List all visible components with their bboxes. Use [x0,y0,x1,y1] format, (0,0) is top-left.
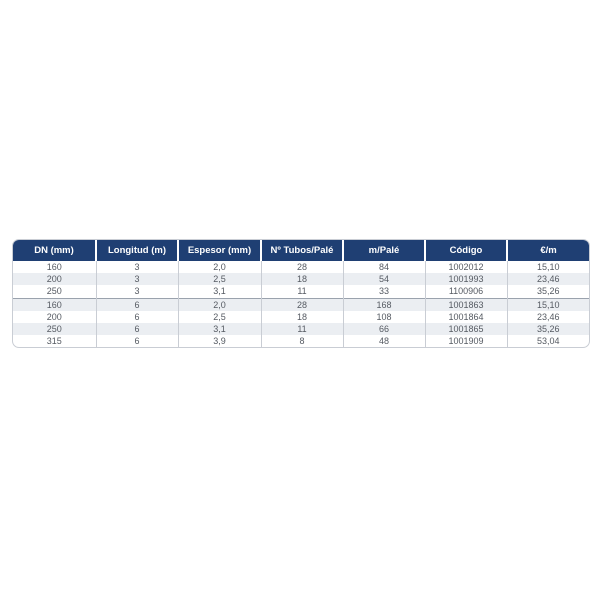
cell-espesor: 2,5 [178,311,261,323]
cell-codigo: 1001863 [425,298,507,311]
cell-dn: 160 [46,262,62,273]
cell-price: 15,10 [507,261,589,273]
cell-espesor: 2,5 [178,273,261,285]
header-tubos-pale: Nº Tubos/Palé [261,240,343,261]
table-row [13,323,589,335]
cell-codigo: 1100906 [425,285,507,298]
table-row [13,298,589,311]
product-table [13,240,589,347]
cell-dn: 315 [46,336,62,347]
cell-m-pale: 108 [343,311,425,323]
cell-price: 35,26 [507,285,589,298]
cell-longitud: 6 [96,298,178,311]
cell-m-pale: 54 [343,273,425,285]
cell-tubos-pale: 8 [261,335,343,347]
cell-m-pale: 33 [343,285,425,298]
cell-price: 53,04 [507,335,589,347]
cell-m-pale: 84 [343,261,425,273]
cell-espesor: 3,1 [178,285,261,298]
header-m-pale: m/Palé [343,240,425,261]
cell-m-pale: 66 [343,323,425,335]
cell-codigo: 1002012 [425,261,507,273]
cell-espesor: 2,0 [178,261,261,273]
cell-longitud: 6 [96,323,178,335]
cell-price: 23,46 [507,273,589,285]
table-row [13,273,589,285]
cell-dn: 160 [13,298,96,311]
cell-price: 35,26 [507,323,589,335]
cell-dn: 250 [13,323,96,335]
cell-codigo: 1001909 [425,335,507,347]
cell-price: 23,46 [507,311,589,323]
table-row [13,261,589,273]
table-row [13,335,589,347]
cell-espesor: 2,0 [178,298,261,311]
cell-tubos-pale: 11 [261,323,343,335]
cell-espesor: 3,9 [178,335,261,347]
cell-tubos-pale: 11 [261,285,343,298]
cell-dn: 200 [13,273,96,285]
cell-dn: 200 [46,311,62,322]
cell-tubos-pale: 28 [261,261,343,273]
header-row [13,240,589,261]
cell-price: 15,10 [507,298,589,311]
cell-tubos-pale: 18 [261,273,343,285]
cell-m-pale: 48 [343,335,425,347]
cell-tubos-pale: 18 [261,311,343,323]
cell-longitud: 3 [96,273,178,285]
table-row [13,311,589,323]
table-row [13,285,589,298]
product-table-container [12,239,590,348]
cell-codigo: 1001993 [425,273,507,285]
cell-tubos-pale: 28 [261,298,343,311]
cell-m-pale: 168 [343,298,425,311]
header-price: €/m [507,240,589,261]
header-dn: DN (mm) [13,240,96,261]
header-longitud: Longitud (m) [96,240,178,261]
cell-longitud: 6 [96,311,178,323]
cell-longitud: 3 [96,261,178,273]
cell-longitud: 3 [96,285,178,298]
cell-dn: 250 [46,286,62,297]
cell-longitud: 6 [96,335,178,347]
header-espesor: Espesor (mm) [178,240,261,261]
cell-codigo: 1001865 [425,323,507,335]
header-codigo: Código [425,240,507,261]
cell-espesor: 3,1 [178,323,261,335]
cell-codigo: 1001864 [425,311,507,323]
